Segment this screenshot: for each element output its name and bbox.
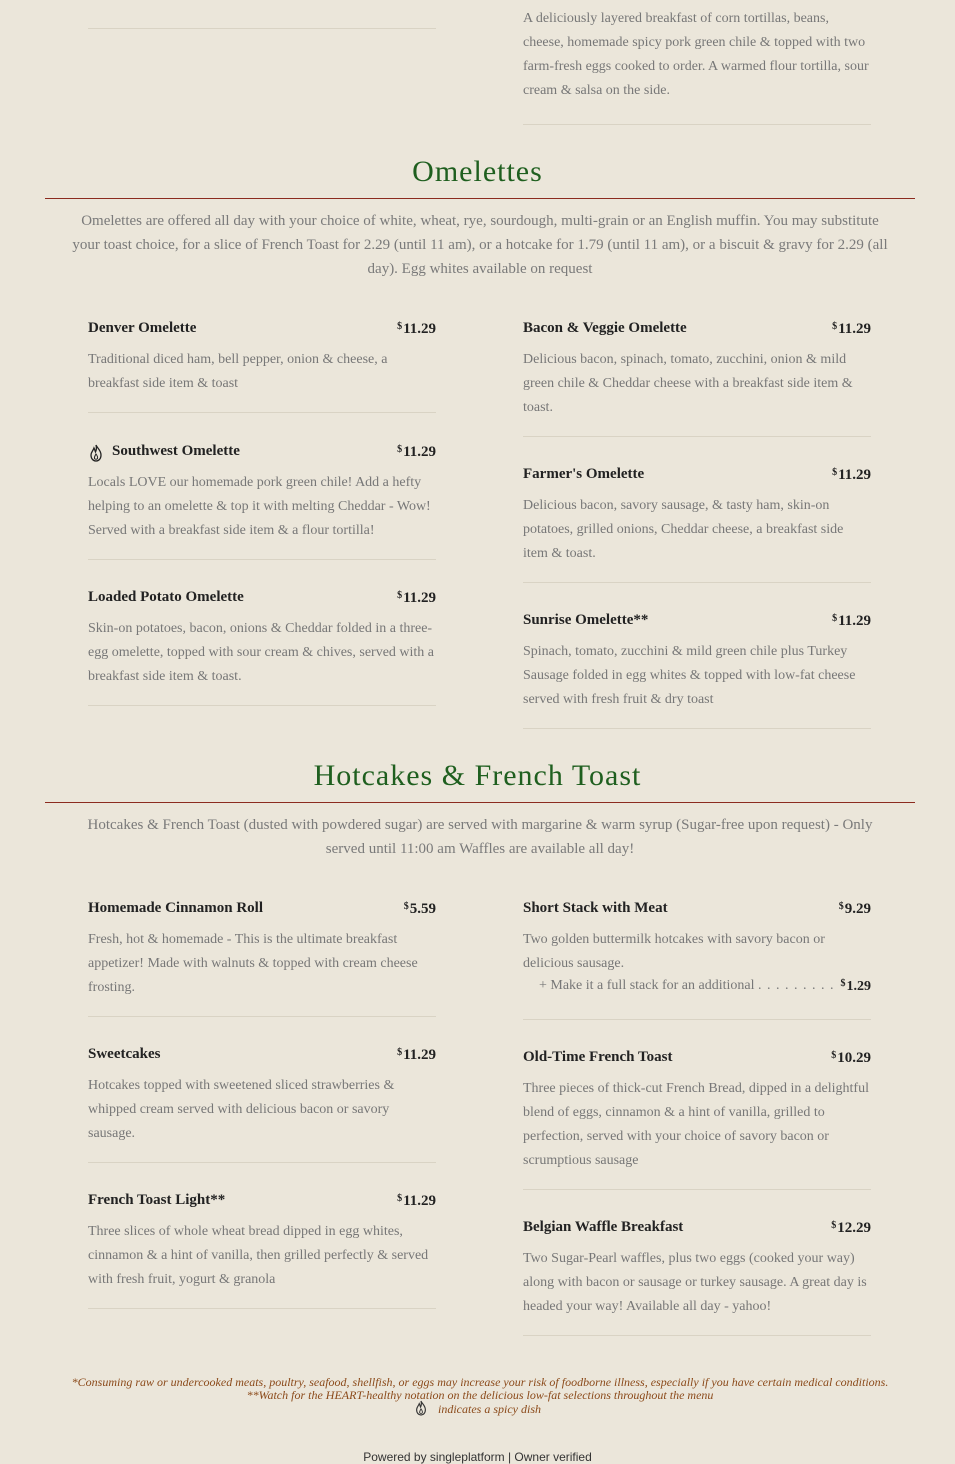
- item-name: Loaded Potato Omelette: [88, 589, 244, 605]
- section-title-hotcakes: Hotcakes & French Toast: [313, 759, 642, 792]
- top-right-divider: [523, 0, 871, 125]
- menu-item-farmers-omelette[interactable]: [523, 466, 871, 566]
- item-description: Delicious bacon, savory sausage, & tasty ham, skin-on potatoes, grilled onions, Cheddar cheese, a breakfast side item & toast.: [523, 498, 844, 561]
- item-price: $11.29: [832, 321, 871, 337]
- item-divider: [88, 1308, 436, 1309]
- menu-item-old-time-french-toast[interactable]: [523, 1049, 871, 1173]
- item-description: Delicious bacon, spinach, tomato, zucchini, onion & mild green chile & Cheddar cheese with a breakfast side item & toast.: [523, 352, 853, 415]
- menu-item-loaded-potato-omelette[interactable]: [88, 589, 436, 689]
- section-rule-omelettes: [45, 198, 915, 199]
- item-name: Denver Omelette: [88, 320, 197, 336]
- chile-flame-icon: [414, 1400, 428, 1416]
- item-description: Traditional diced ham, bell pepper, onion & cheese, a breakfast side item & toast: [88, 352, 388, 391]
- item-price: $11.29: [397, 321, 436, 337]
- item-divider: [88, 705, 436, 706]
- item-price: $11.29: [397, 1047, 436, 1063]
- spicy-legend-text: indicates a spicy dish: [438, 1402, 541, 1416]
- item-divider: [88, 1162, 436, 1163]
- section-title-omelettes: Omelettes: [412, 155, 543, 188]
- item-description: Two Sugar-Pearl waffles, plus two eggs (cooked your way) along with bacon or sausage or turkey sausage. A great day is headed your way! Available all day - yahoo!: [523, 1251, 867, 1314]
- footer-spicy-legend: [0, 1400, 955, 1417]
- item-price: $12.29: [831, 1220, 871, 1236]
- item-price: $11.29: [832, 467, 871, 483]
- menu-item-belgian-waffle[interactable]: [523, 1219, 871, 1319]
- item-description: Two golden buttermilk hotcakes with savory bacon or delicious sausage.: [523, 932, 825, 971]
- item-name: Belgian Waffle Breakfast: [523, 1219, 684, 1235]
- powered-by[interactable]: Powered by singleplatform | Owner verified: [363, 1450, 592, 1464]
- item-description: Skin-on potatoes, bacon, onions & Cheddar folded in a three-egg omelette, topped with sour cream & chives, served with a breakfast side item & toast.: [88, 621, 435, 684]
- item-name: Old-Time French Toast: [523, 1049, 673, 1065]
- item-divider: [88, 559, 436, 560]
- menu-item-sweetcakes[interactable]: [88, 1046, 436, 1146]
- section-rule-hotcakes: [45, 802, 915, 803]
- menu-item-bacon-veggie-omelette[interactable]: [523, 320, 871, 420]
- item-addon[interactable]: [523, 976, 871, 1000]
- top-item-description: A deliciously layered breakfast of corn tortillas, beans, cheese, homemade spicy pork green chile & topped with two farm-fresh eggs cooked to order. A warmed flour tortilla, sour cream & salsa on the side.: [523, 11, 869, 98]
- menu-item-denver-omelette[interactable]: [88, 320, 436, 396]
- item-price: $11.29: [832, 613, 871, 629]
- item-description: Locals LOVE our homemade pork green chile! Add a hefty helping to an omelette & top it with melting Cheddar - Wow! Served with a breakfast side item & a flour tortilla!: [88, 475, 431, 538]
- top-left-divider: [88, 0, 436, 29]
- item-price: $10.29: [831, 1050, 871, 1066]
- item-divider: [523, 582, 871, 583]
- item-name: Southwest Omelette: [112, 443, 240, 459]
- item-divider: [523, 1189, 871, 1190]
- item-price: $9.29: [838, 901, 871, 917]
- item-price: $5.59: [403, 901, 436, 917]
- menu-item-sunrise-omelette[interactable]: [523, 612, 871, 712]
- addon-leader-dots: . . . . . . . . .: [758, 978, 835, 993]
- menu-item-cinnamon-roll[interactable]: [88, 900, 436, 1000]
- item-divider: [523, 436, 871, 437]
- item-description: Hotcakes topped with sweetened sliced strawberries & whipped cream served with delicious bacon or savory sausage.: [88, 1078, 395, 1141]
- item-description: Fresh, hot & homemade - This is the ultimate breakfast appetizer! Made with walnuts & topped with cream cheese frosting.: [88, 932, 418, 995]
- item-price: $11.29: [397, 444, 436, 460]
- item-description: Spinach, tomato, zucchini & mild green chile plus Turkey Sausage folded in egg whites & topped with low-fat cheese served with fresh fruit & dry toast: [523, 644, 856, 707]
- item-name: Sunrise Omelette**: [523, 612, 649, 628]
- item-name: French Toast Light**: [88, 1192, 226, 1208]
- item-divider: [523, 1019, 871, 1020]
- section-intro-omelettes: Omelettes are offered all day with your choice of white, wheat, rye, sourdough, multi-grain or an English muffin. You may substitute your toast choice, for a slice of French Toast for 2.29 (until 11 am), or a hotcake for 1.79 (until 11 am), or a biscuit & gravy for 2.29 (all day). Egg whites available on request: [72, 213, 888, 277]
- addon-label: + Make it a full stack for an additional: [539, 978, 755, 993]
- item-divider: [523, 728, 871, 729]
- item-divider: [523, 1335, 871, 1336]
- item-name: Bacon & Veggie Omelette: [523, 320, 687, 336]
- menu-item-french-toast-light[interactable]: [88, 1192, 436, 1292]
- item-price: $11.29: [397, 1193, 436, 1209]
- addon-price: $1.29: [840, 978, 871, 994]
- menu-item-short-stack[interactable]: [523, 900, 871, 1000]
- footer-disclaimer: *Consuming raw or undercooked meats, poultry, seafood, shellfish, or eggs may increase your risk of foodborne illness, especially if you have certain medical conditions. **Watch for the HEART-healthy notation on the delicious low-fat selections throughout the menu: [71, 1375, 889, 1402]
- item-description: Three slices of whole wheat bread dipped in egg whites, cinnamon & a hint of vanilla, then grilled perfectly & served with fresh fruit, yogurt & granola: [88, 1224, 429, 1287]
- chile-flame-icon: [88, 444, 104, 462]
- item-name: Short Stack with Meat: [523, 900, 668, 916]
- item-divider: [88, 1016, 436, 1017]
- section-intro-hotcakes: Hotcakes & French Toast (dusted with powdered sugar) are served with margarine & warm syrup (Sugar-free upon request) - Only served until 11:00 am Waffles are available all day!: [87, 817, 873, 857]
- item-name: Farmer's Omelette: [523, 466, 645, 482]
- menu-item-southwest-omelette[interactable]: [88, 443, 436, 543]
- item-name: Sweetcakes: [88, 1046, 161, 1062]
- item-divider: [88, 412, 436, 413]
- item-price: $11.29: [397, 590, 436, 606]
- item-name: Homemade Cinnamon Roll: [88, 900, 264, 916]
- item-description: Three pieces of thick-cut French Bread, dipped in a delightful blend of eggs, cinnamon & a hint of vanilla, grilled to perfection, served with your choice of savory bacon or scrumptious sausage: [523, 1081, 869, 1168]
